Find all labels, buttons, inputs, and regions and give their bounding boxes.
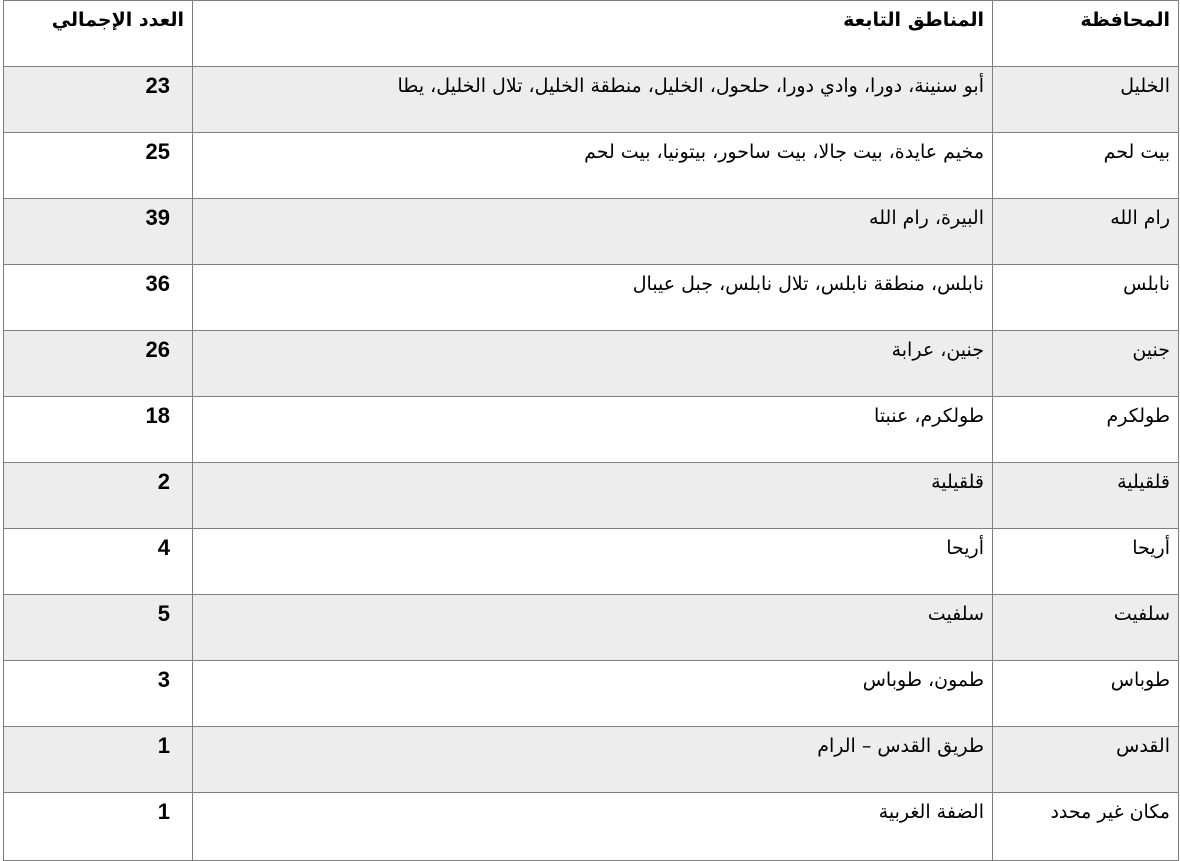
areas-cell: البيرة، رام الله xyxy=(193,199,993,265)
governorate-cell: الخليل xyxy=(993,67,1179,133)
total-cell: 39 xyxy=(4,199,193,265)
table-row xyxy=(4,133,1179,199)
total-cell: 36 xyxy=(4,265,193,331)
areas-cell: قلقيلية xyxy=(193,463,993,529)
header-governorate: المحافظة xyxy=(993,1,1179,67)
total-cell: 1 xyxy=(4,727,193,793)
table-row xyxy=(4,463,1179,529)
table-row xyxy=(4,199,1179,265)
table-row xyxy=(4,265,1179,331)
governorate-cell: قلقيلية xyxy=(993,463,1179,529)
table-row xyxy=(4,661,1179,727)
governorate-cell: طوباس xyxy=(993,661,1179,727)
governorate-cell: أريحا xyxy=(993,529,1179,595)
regions-table-container xyxy=(4,0,1179,861)
governorate-cell: نابلس xyxy=(993,265,1179,331)
governorate-cell: بيت لحم xyxy=(993,133,1179,199)
table-row xyxy=(4,727,1179,793)
areas-cell: مخيم عايدة، بيت جالا، بيت ساحور، بيتونيا، بيت لحم xyxy=(193,133,993,199)
areas-cell: أريحا xyxy=(193,529,993,595)
total-cell: 4 xyxy=(4,529,193,595)
governorate-regions-table xyxy=(3,0,1179,861)
header-total: العدد الإجمالي xyxy=(4,1,193,67)
areas-cell: طمون، طوباس xyxy=(193,661,993,727)
table-body xyxy=(4,67,1179,861)
total-cell: 25 xyxy=(4,133,193,199)
table-header xyxy=(4,1,1179,67)
total-cell: 2 xyxy=(4,463,193,529)
governorate-cell: رام الله xyxy=(993,199,1179,265)
governorate-cell: مكان غير محدد xyxy=(993,793,1179,861)
total-cell: 5 xyxy=(4,595,193,661)
total-cell: 26 xyxy=(4,331,193,397)
governorate-cell: طولكرم xyxy=(993,397,1179,463)
total-cell: 3 xyxy=(4,661,193,727)
header-areas: المناطق التابعة xyxy=(193,1,993,67)
table-row xyxy=(4,397,1179,463)
areas-cell: سلفيت xyxy=(193,595,993,661)
governorate-cell: سلفيت xyxy=(993,595,1179,661)
governorate-cell: جنين xyxy=(993,331,1179,397)
total-cell: 18 xyxy=(4,397,193,463)
areas-cell: نابلس، منطقة نابلس، تلال نابلس، جبل عيبال xyxy=(193,265,993,331)
table-row xyxy=(4,331,1179,397)
areas-cell: طولكرم، عنبتا xyxy=(193,397,993,463)
total-cell: 23 xyxy=(4,67,193,133)
table-row xyxy=(4,67,1179,133)
table-row xyxy=(4,595,1179,661)
areas-cell: جنين، عرابة xyxy=(193,331,993,397)
table-row xyxy=(4,529,1179,595)
header-row xyxy=(4,1,1179,67)
total-cell: 1 xyxy=(4,793,193,861)
governorate-cell: القدس xyxy=(993,727,1179,793)
areas-cell: الضفة الغربية xyxy=(193,793,993,861)
table-row xyxy=(4,793,1179,861)
areas-cell: أبو سنينة، دورا، وادي دورا، حلحول، الخليل، منطقة الخليل، تلال الخليل، يطا xyxy=(193,67,993,133)
areas-cell: طريق القدس – الرام xyxy=(193,727,993,793)
